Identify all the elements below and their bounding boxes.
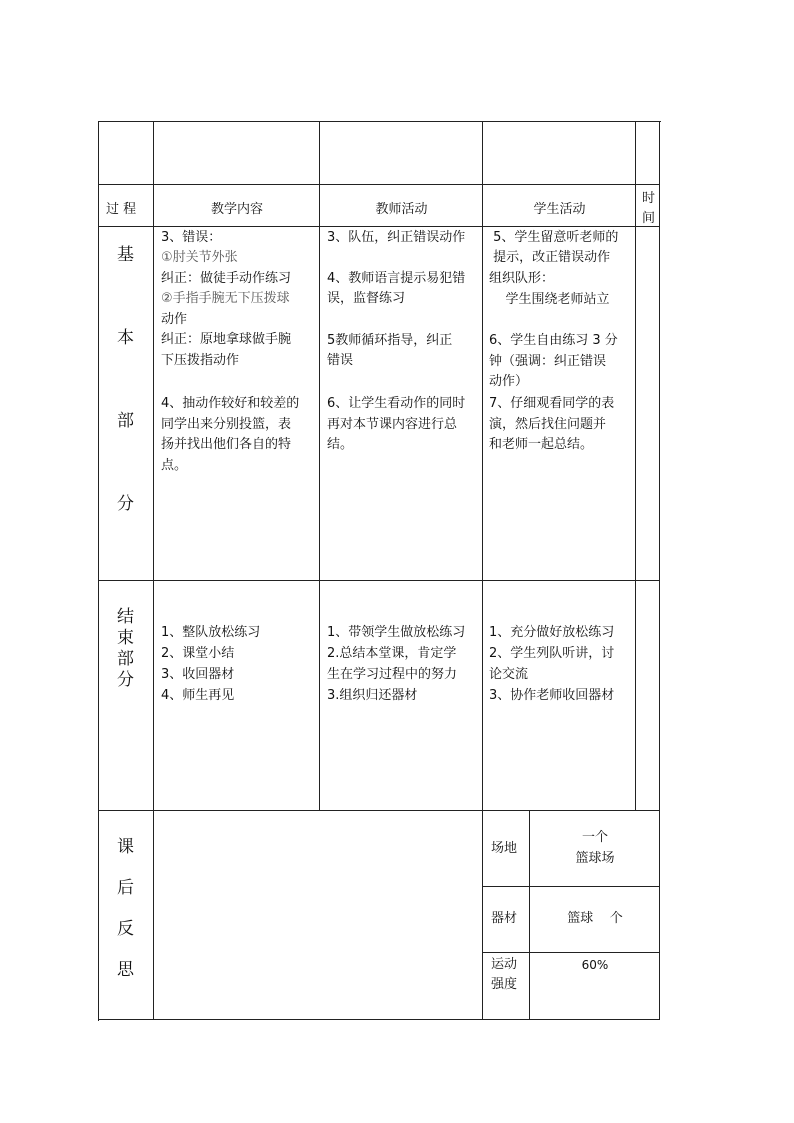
ending-time-cell [636,581,660,811]
reflection-label-char: 思 [117,960,134,980]
text-line: 学生围绕老师站立 [489,292,610,307]
text-line: 动作 [161,312,188,327]
basic-label-char: 部 [117,411,134,431]
text-line: 下压拨指动作 [161,353,240,368]
basic-label-cell [98,227,154,581]
text-line: 3、队伍，纠正错误动作 [327,230,466,245]
text-line: 演，然后找住问题并 [489,417,607,432]
text-line: 提示，改正错误动作 [489,250,611,265]
reflection-label-char: 后 [117,878,134,898]
text-line: 钟（强调：纠正错误 [489,354,607,369]
text-line: 3、收回器材 [161,667,235,682]
equipment-value: 篮球 个 [567,911,623,926]
top-cell-time [636,121,660,185]
text-line: 1、带领学生做放松练习 [327,625,466,640]
text-line: 6、学生自由练习 3 分 [489,333,618,348]
text-line: 1、整队放松练习 [161,625,261,640]
text-line: ①肘关节外张 [161,250,238,265]
ending-label-char: 分 [117,670,134,690]
text-line: 动作） [489,374,529,389]
text-line: 同学出来分别投篮，表 [161,417,292,432]
equipment-label: 器材 [491,911,518,926]
top-cell-teacher [320,121,483,185]
text-line: 纠正：原地拿球做手腕 [161,332,292,347]
text-line: 6、让学生看动作的同时 [327,396,466,411]
intensity-label-line1: 运动 [491,957,518,972]
text-line: 5教师循环指导，纠正 [327,333,453,348]
text-line: 2、学生列队听讲，讨 [489,646,615,661]
text-line: 点。 [161,458,188,473]
venue-value-line1: 一个 [581,830,608,845]
venue-label: 场地 [491,841,518,856]
ending-label-char: 部 [117,649,134,669]
venue-value-line2: 篮球场 [575,851,615,866]
text-line: 3、错误： [161,230,222,245]
text-line: 2.总结本堂课，肯定学 [327,646,457,661]
header-student: 学生活动 [533,202,586,217]
ending-label-char: 束 [117,628,134,648]
text-line: 再对本节课内容进行总 [327,417,458,432]
intensity-value: 60% [581,958,609,972]
text-line: 4、师生再见 [161,688,235,703]
header-time-bottom: 间 [642,211,656,226]
text-line: 2、课堂小结 [161,646,235,661]
basic-time-cell [636,227,660,581]
text-line: 1、充分做好放松练习 [489,625,615,640]
basic-label-char: 分 [117,494,134,514]
reflection-label-char: 反 [117,919,134,939]
text-line: 5、学生留意听老师的 [489,230,619,245]
header-process: 过 程 [106,202,137,217]
reflection-label-char: 课 [117,837,134,857]
basic-label-char: 基 [117,245,134,265]
text-line: 扬并找出他们各自的特 [161,437,292,452]
text-line: 错误 [327,353,354,368]
text-line: 生在学习过程中的努力 [327,667,458,682]
header-teacher: 教师活动 [375,202,428,217]
top-cell-content [154,121,320,185]
text-line: 和老师一起总结。 [489,437,594,452]
header-content: 教学内容 [210,202,263,217]
ending-label-char: 结 [117,607,134,627]
header-time-top: 时 [642,191,656,206]
text-line: 7、仔细观看同学的表 [489,396,615,411]
top-cell-process [98,121,154,185]
text-line: 论交流 [489,667,529,682]
text-line: 组织队形： [489,271,555,286]
text-line: 3.组织归还器材 [327,688,418,703]
reflection-content-cell [154,811,483,1020]
text-line: ②手指手腕无下压拨球 [161,291,290,306]
text-line: 4、抽动作较好和较差的 [161,396,300,411]
basic-label-char: 本 [117,328,134,348]
text-line: 3、协作老师收回器材 [489,688,615,703]
text-line: 结。 [327,437,354,452]
text-line: 4、教师语言提示易犯错 [327,271,466,286]
text-line: 纠正：做徒手动作练习 [161,271,292,286]
intensity-label-line2: 强度 [491,977,518,992]
top-cell-student [483,121,636,185]
text-line: 误，监督练习 [327,291,406,306]
